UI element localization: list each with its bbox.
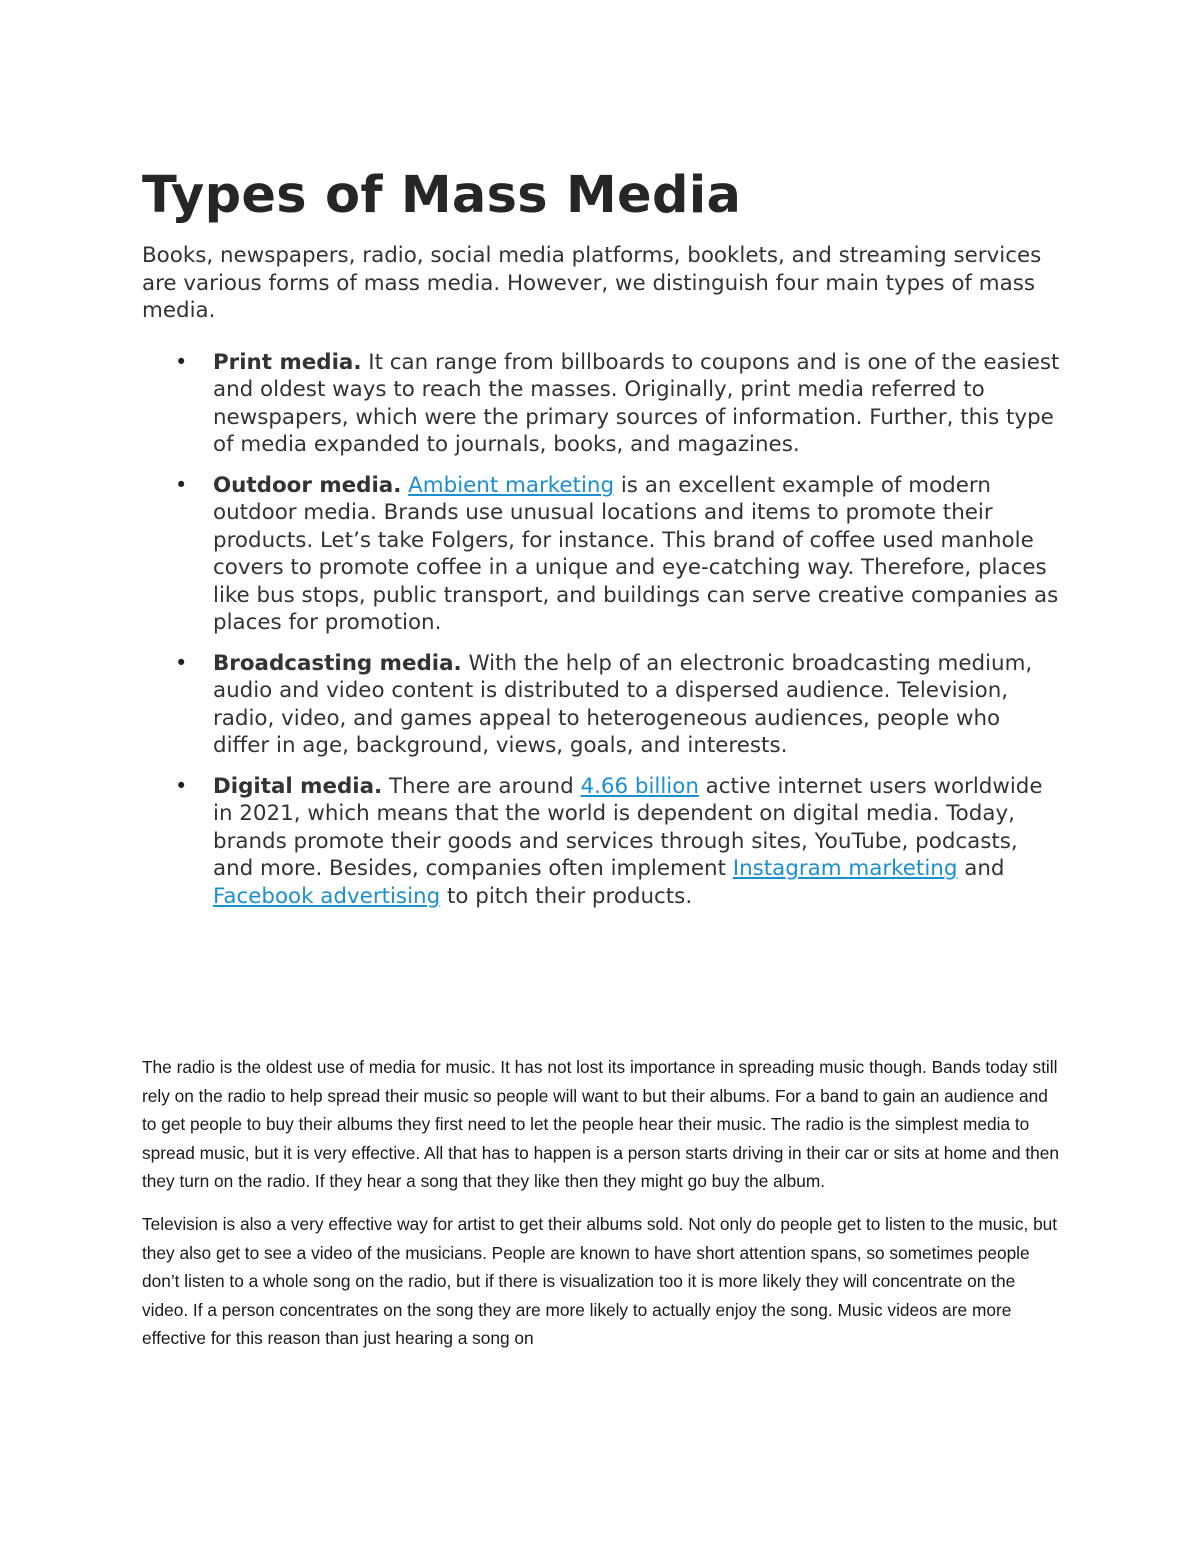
page-title: Types of Mass Media xyxy=(142,166,742,225)
list-item-heading: Broadcasting media. xyxy=(213,650,462,676)
body-section xyxy=(142,1053,1062,1367)
bullet-icon: • xyxy=(175,773,188,798)
list-item-heading: Outdoor media. xyxy=(213,472,402,498)
list-item-broadcasting-media xyxy=(142,650,1062,760)
intro-paragraph: Books, newspapers, radio, social media platforms, booklets, and streaming services are various forms of mass media. However, we distinguish four main types of mass media. xyxy=(142,243,1042,323)
facebook-advertising-link[interactable]: Facebook advertising xyxy=(213,883,441,909)
list-item-digital-media xyxy=(142,773,1062,911)
instagram-marketing-link[interactable]: Instagram marketing xyxy=(732,856,958,881)
list-item-text: and xyxy=(957,856,1005,881)
article-section xyxy=(142,158,1062,923)
list-item-text: to pitch their products. xyxy=(440,883,693,909)
media-types-list xyxy=(142,349,1062,911)
list-item-outdoor-media xyxy=(142,472,1062,637)
list-item-text: active internet users worldwide in 2021, which means that the world is dependent on digital media. Today, brands promote their goods and services through sites, YouTube, podcasts, and more. Besides, companies often implement xyxy=(213,773,1043,881)
bullet-icon: • xyxy=(175,349,188,374)
bullet-icon: • xyxy=(175,472,188,497)
list-item-heading: Digital media. xyxy=(213,773,383,799)
list-item-text: It can range from billboards to coupons and is one of the easiest and oldest ways to reach the masses. Originally, print media referred to newspapers, which were the primary sources of information. Further, this type of media expanded to journals, books, and magazines. xyxy=(213,349,1060,457)
bullet-icon: • xyxy=(175,650,188,675)
list-item-text: is an excellent example of modern outdoor media. Brands use unusual locations and items to promote their products. Let’s take Folgers, for instance. This brand of coffee used manhole covers to promote coffee in a unique and eye-catching way. Therefore, places like bus stops, public transport, and buildings can serve creative companies as places for promotion. xyxy=(213,472,1059,635)
list-item-text: With the help of an electronic broadcasting medium, audio and video content is distributed to a dispersed audience. Television, radio, video, and games appeal to heterogeneous audiences, people who differ in age, background, views, goals, and interests. xyxy=(213,650,1033,758)
ambient-marketing-link[interactable]: Ambient marketing xyxy=(408,472,615,498)
television-paragraph: Television is also a very effective way for artist to get their albums sold. Not only do people get to listen to the music, but they also get to see a video of the musicians. People are known to have short attention spans, so sometimes people don’t listen to a whole song on the radio, but if there is visualization too it is more likely they will concentrate on the video. If a person concentrates on the song they are more likely to actually enjoy the song. Music videos are more effective for this reason than just hearing a song on xyxy=(142,1213,1058,1349)
list-item-print-media xyxy=(142,349,1062,459)
list-item-text: There are around xyxy=(382,773,581,799)
radio-paragraph: The radio is the oldest use of media for music. It has not lost its importance in spreading music though. Bands today still rely on the radio to help spread their music so people will want to but their albums. For a band to gain an audience and to get people to buy their albums they first need to let the people hear their music. The radio is the simplest media to spread music, but it is very effective. All that has to happen is a person starts driving in their car or sits at home and then they turn on the radio. If they hear a song that they like then they might go buy the album. xyxy=(142,1057,1060,1192)
internet-users-link[interactable]: 4.66 billion xyxy=(580,773,699,799)
list-item-heading: Print media. xyxy=(213,349,362,375)
